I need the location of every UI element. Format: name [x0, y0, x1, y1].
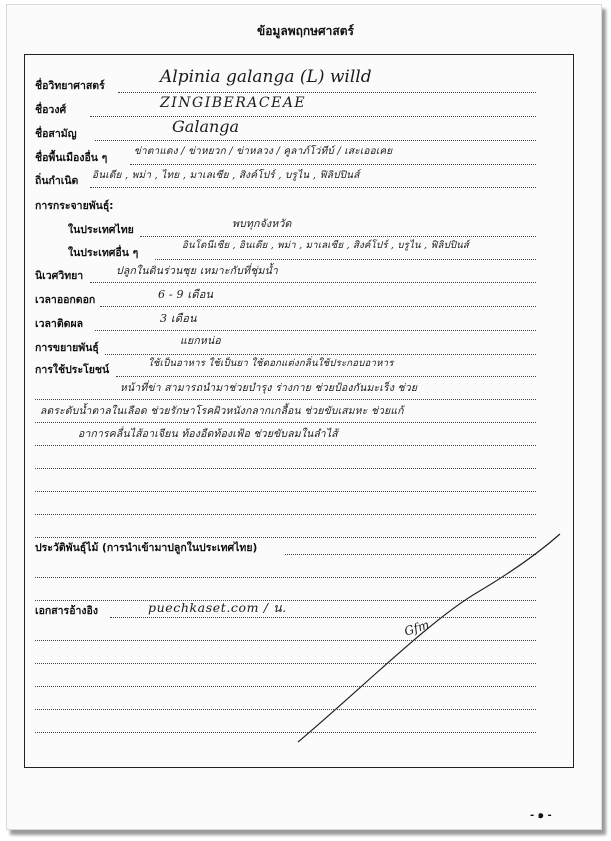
sci-name-value: Alpinia galanga (L) willd — [160, 67, 372, 87]
propagation-value: แยกหน่อ — [180, 335, 221, 347]
origin-label: ถิ่นกำเนิด — [35, 175, 79, 187]
flowering-value: 6 - 9 เดือน — [158, 288, 214, 301]
page-title: ข้อมูลพฤกษศาสตร์ — [257, 24, 354, 38]
uses-text-line: หน้าที่ข่า สามารถนำมาช่วยบำรุง ร่างกาย ช่วยป้องกันมะเร็ง ช่วย — [120, 382, 418, 394]
local-names-label: ชื่อพื้นเมืองอื่น ๆ — [35, 152, 108, 164]
local-names-value: ข่าตาแดง / ข่าหยวก / ข่าหลวง / คูลาภ์โว่ทีบ์ / เสะเออเคย — [134, 146, 393, 157]
common-name-label: ชื่อสามัญ — [35, 128, 77, 140]
ecology-value: ปลูกในดินร่วนซุย เหมาะกับที่ชุ่มน้ำ — [116, 265, 278, 277]
distribution-thailand-value: พบทุกจังหวัด — [232, 218, 292, 230]
uses-text-line: ใช้เป็นอาหาร ใช้เป็นยา ใช้ดอกแต่งกลิ่นใช้ประกอบอาหาร — [148, 358, 394, 369]
propagation-label: การขยายพันธุ์ — [35, 342, 99, 354]
flowering-label: เวลาออกดอก — [35, 294, 96, 306]
references-label: เอกสารอ้างอิง — [35, 605, 98, 617]
uses-text-line: อาการคลื่นไส้อาเจียน ท้องอืดท้องเฟ้อ ช่วยขับลมในลำไส้ — [78, 428, 338, 440]
uses-label: การใช้ประโยชน์ — [35, 364, 110, 376]
fruiting-value: 3 เดือน — [160, 312, 197, 325]
history-label: ประวัติพันธุ์ไม้ (การนำเข้ามาปลูกในประเทศไทย) — [35, 542, 258, 554]
distribution-label: การกระจายพันธุ์: — [35, 200, 114, 212]
page-number: - ๑ - — [530, 810, 552, 821]
distribution-thailand-label: ในประเทศไทย — [68, 224, 134, 236]
distribution-other-value: อินโดนีเซีย , อินเดีย , พม่า , มาเลเซีย , สิงค์โปร์ , บรูไน , ฟิลิปปินส์ — [182, 240, 469, 251]
family-label: ชื่อวงศ์ — [35, 104, 67, 116]
sci-name-label: ชื่อวิทยาศาสตร์ — [35, 80, 105, 92]
signature: Gfm — [402, 617, 431, 639]
distribution-other-label: ในประเทศอื่น ๆ — [68, 247, 139, 259]
references-value: puechkaset.com / น. — [148, 600, 287, 615]
ecology-label: นิเวศวิทยา — [35, 270, 84, 282]
uses-text-line: ลดระดับน้ำตาลในเลือด ช่วยรักษาโรคผิวหนังกลากเกลื้อน ช่วยขับเสมหะ ช่วยแก้ — [40, 405, 404, 417]
common-name-value: Galanga — [172, 117, 240, 136]
fruiting-label: เวลาติดผล — [35, 318, 84, 330]
family-value: ZINGIBERACEAE — [160, 95, 307, 111]
origin-value: อินเดีย , พม่า , ไทย , มาเลเซีย , สิงค์โปร์ , บรูไน , ฟิลิปปินส์ — [92, 170, 360, 181]
